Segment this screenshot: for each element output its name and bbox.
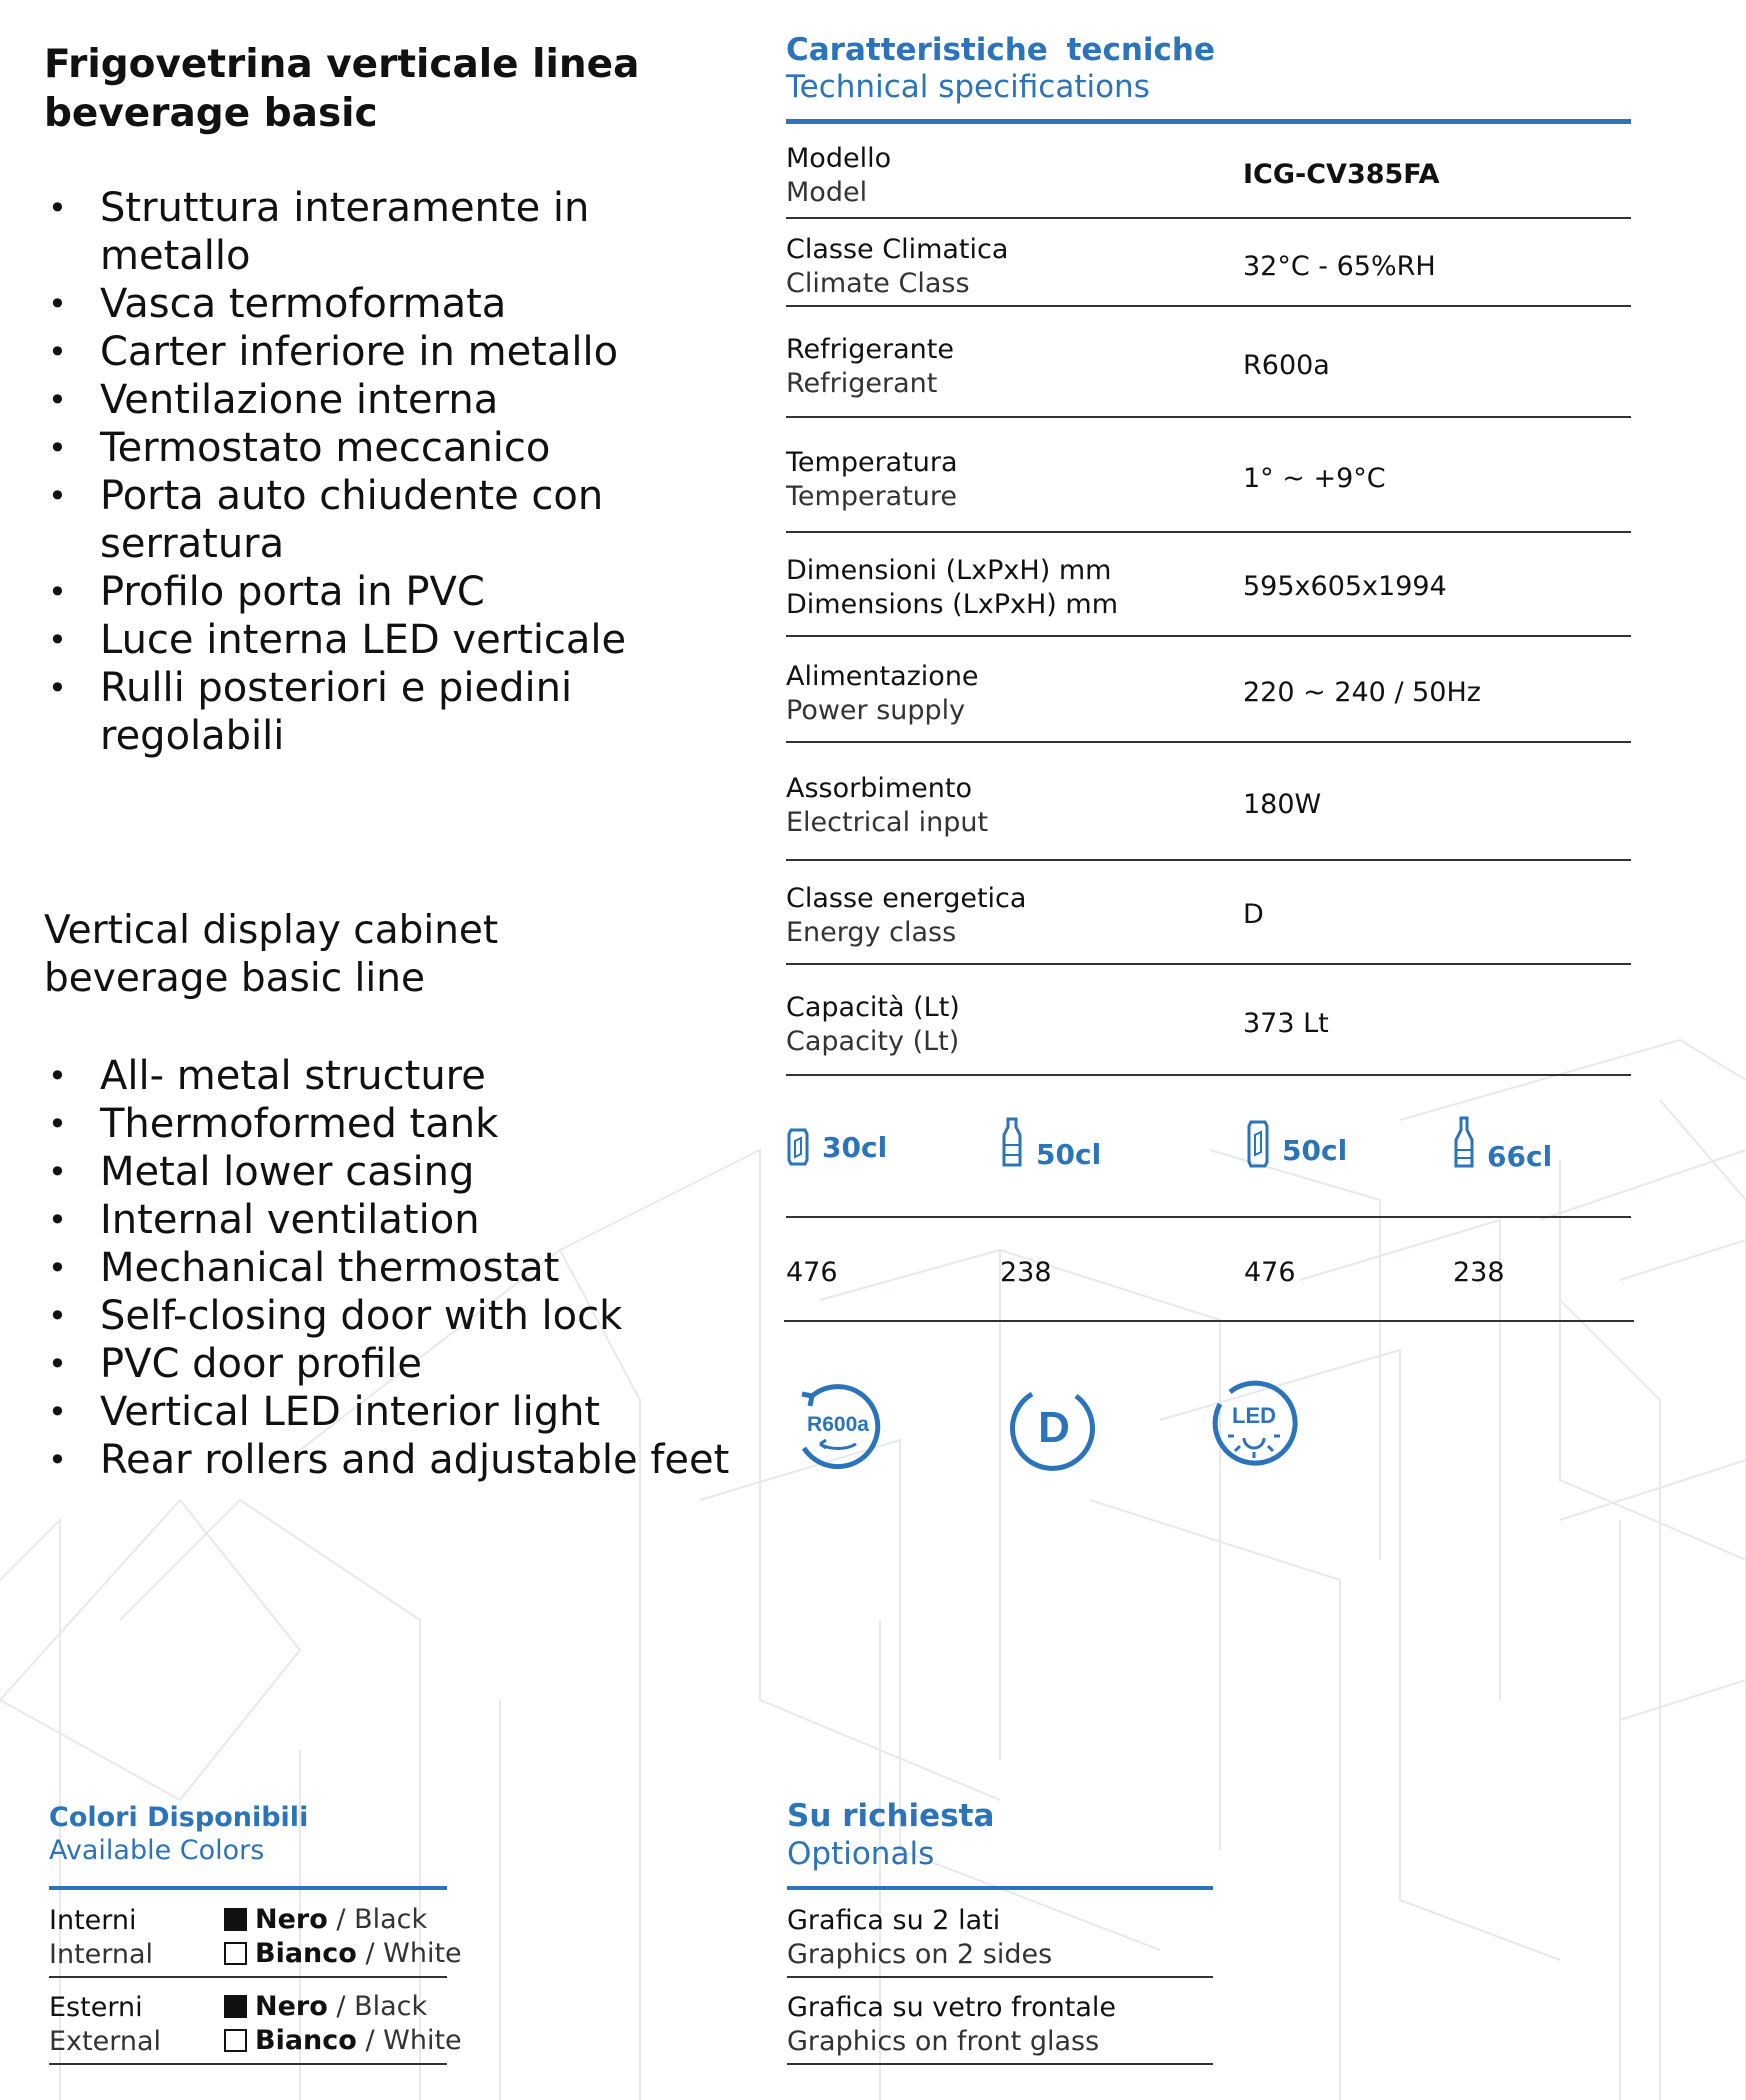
spec-label-it: Temperatura — [786, 447, 958, 478]
colors-heading-en: Available Colors — [49, 1835, 265, 1866]
capacity-count: 476 — [786, 1257, 838, 1288]
optionals-heading-en: Optionals — [787, 1836, 935, 1872]
color-option — [224, 2025, 462, 2056]
spec-value: R600a — [1243, 350, 1330, 381]
capacity-count: 238 — [1453, 1257, 1505, 1288]
spec-label-it: Assorbimento — [786, 773, 972, 804]
optional-label-it: Grafica su vetro frontale — [787, 1992, 1116, 2023]
row-divider — [784, 1320, 1634, 1322]
spec-value: 220 ~ 240 / 50Hz — [1243, 677, 1481, 708]
capacity-size: 30cl — [822, 1130, 888, 1164]
spec-label-en: Refrigerant — [786, 368, 938, 399]
color-name-en: White — [383, 2025, 462, 2056]
optionals-heading — [787, 1797, 994, 1873]
list-item: • Metal lower casing — [44, 1148, 740, 1196]
spec-label-it: Capacità (Lt) — [786, 992, 960, 1023]
spec-label-it: Alimentazione — [786, 661, 979, 692]
capacity-item — [786, 1128, 887, 1166]
list-item: • All- metal structure — [44, 1052, 740, 1100]
list-item: • Rulli posteriori e piedini regolabili — [44, 664, 700, 760]
spec-value: 32°C - 65%RH — [1243, 251, 1436, 282]
optional-label-en: Graphics on front glass — [787, 2026, 1100, 2057]
spec-label-it: Refrigerante — [786, 334, 954, 365]
separator: / — [336, 1991, 346, 2022]
list-item: • Profilo porta in PVC — [44, 568, 700, 616]
spec-row-capacity — [786, 991, 1631, 1067]
list-item: • Luce interna LED verticale — [44, 616, 700, 664]
color-name-en: Black — [354, 1904, 428, 1935]
r600a-badge-icon — [790, 1378, 886, 1474]
spec-value: 1° ~ +9°C — [1243, 463, 1386, 494]
capacity-size: 50cl — [1036, 1138, 1102, 1171]
colors-divider — [49, 1886, 447, 1890]
product-title-en: Vertical display cabinet beverage basic line — [44, 908, 499, 1001]
list-item: • Termostato meccanico — [44, 424, 700, 472]
spec-label-it: Classe energetica — [786, 883, 1027, 914]
black-swatch — [224, 1908, 247, 1931]
optional-label-en: Graphics on 2 sides — [787, 1939, 1053, 1970]
spec-row-power-supply — [786, 660, 1631, 736]
spec-value: ICG-CV385FA — [1243, 159, 1440, 190]
feature-list-it — [44, 184, 700, 760]
list-item: • Ventilazione interna — [44, 376, 700, 424]
spec-label-en: Capacity (Lt) — [786, 1026, 960, 1057]
optional-label-it: Grafica su 2 lati — [787, 1905, 1001, 1936]
spec-row-model — [786, 142, 1631, 218]
spec-label-en: Model — [786, 177, 868, 208]
spec-label-en: Electrical input — [786, 807, 989, 838]
white-swatch — [224, 1942, 247, 1965]
color-name-it: Nero — [255, 1991, 328, 2022]
capacity-count: 476 — [1244, 1257, 1296, 1288]
spec-value: 373 Lt — [1243, 1008, 1329, 1039]
spec-label-en: Climate Class — [786, 268, 970, 299]
colors-heading — [49, 1801, 308, 1867]
color-option — [224, 1904, 427, 1935]
specs-heading — [786, 32, 1215, 106]
row-divider — [786, 416, 1631, 418]
spec-label-en: Dimensions (LxPxH) mm — [786, 589, 1119, 620]
spec-row-refrigerant — [786, 333, 1631, 409]
list-item: • Rear rollers and adjustable feet — [44, 1436, 740, 1484]
energy-class-d-badge-icon — [1006, 1378, 1102, 1474]
row-divider — [786, 635, 1631, 637]
can-icon — [786, 1128, 810, 1166]
spec-row-energy-class — [786, 882, 1631, 958]
capacity-count: 238 — [1000, 1257, 1052, 1288]
spec-row-climate-class — [786, 233, 1631, 309]
specs-heading-it: Caratteristiche tecniche — [786, 32, 1215, 68]
capacity-item — [1000, 1114, 1101, 1171]
optionals-heading-it: Su richiesta — [787, 1798, 995, 1834]
color-option — [224, 1938, 462, 1969]
spec-label-en: Power supply — [786, 695, 966, 726]
color-group-label-en: External — [49, 2026, 162, 2057]
color-name-it: Nero — [255, 1904, 328, 1935]
list-item: • Porta auto chiudente con serratura — [44, 472, 700, 568]
row-divider — [787, 1976, 1213, 1978]
row-divider — [786, 217, 1631, 219]
bottle-icon — [1000, 1117, 1024, 1169]
row-divider — [786, 741, 1631, 743]
list-item: • Carter inferiore in metallo — [44, 328, 700, 376]
black-swatch — [224, 1995, 247, 2018]
row-divider — [49, 1976, 447, 1978]
spec-row-temperature — [786, 446, 1631, 522]
list-item: • Internal ventilation — [44, 1196, 740, 1244]
spec-label-en: Temperature — [786, 481, 958, 512]
row-divider — [49, 2063, 447, 2065]
bottle-icon — [1453, 1116, 1475, 1170]
row-divider — [786, 531, 1631, 533]
row-divider — [786, 305, 1631, 307]
list-item: • Self-closing door with lock — [44, 1292, 740, 1340]
color-group-external — [49, 1991, 462, 2061]
white-swatch — [224, 2029, 247, 2052]
color-group-internal — [49, 1904, 462, 1974]
list-item: • Thermoformed tank — [44, 1100, 740, 1148]
spec-row-dimensions — [786, 554, 1631, 630]
capacity-size: 50cl — [1282, 1133, 1348, 1167]
capacity-size: 66cl — [1487, 1140, 1553, 1173]
product-title-it: Frigovetrina verticale linea beverage basic — [44, 42, 640, 136]
list-item: • Vasca termoformata — [44, 280, 700, 328]
spec-label-it: Modello — [786, 143, 892, 174]
row-divider — [786, 963, 1631, 965]
optionals-divider — [787, 1886, 1213, 1890]
separator: / — [365, 2025, 375, 2056]
badge-text: R600a — [807, 1413, 869, 1436]
row-divider — [787, 2063, 1213, 2065]
list-item: • PVC door profile — [44, 1340, 740, 1388]
spec-label-it: Classe Climatica — [786, 234, 1009, 265]
specs-divider — [786, 119, 1631, 124]
color-group-label-it: Interni — [49, 1905, 137, 1936]
list-item: • Vertical LED interior light — [44, 1388, 740, 1436]
color-group-label-it: Esterni — [49, 1992, 143, 2023]
capacity-item — [1453, 1112, 1552, 1173]
spec-value: 180W — [1243, 789, 1322, 820]
color-option — [224, 1991, 427, 2022]
feature-list-en — [44, 1052, 740, 1484]
separator: / — [336, 1904, 346, 1935]
color-group-label-en: Internal — [49, 1939, 154, 1970]
optional-item — [787, 1991, 1116, 2059]
spec-label-it: Dimensioni (LxPxH) mm — [786, 555, 1112, 586]
spec-row-electrical-input — [786, 772, 1631, 848]
color-name-it: Bianco — [255, 1938, 357, 1969]
spec-value: 595x605x1994 — [1243, 571, 1447, 602]
optional-item — [787, 1904, 1052, 1972]
spec-label-en: Energy class — [786, 917, 957, 948]
specs-heading-en: Technical specifications — [786, 69, 1150, 105]
spec-value: D — [1243, 899, 1264, 930]
color-name-it: Bianco — [255, 2025, 357, 2056]
color-name-en: Black — [354, 1991, 428, 2022]
badge-text: D — [1038, 1403, 1070, 1452]
list-item: • Mechanical thermostat — [44, 1244, 740, 1292]
led-badge-icon — [1206, 1378, 1302, 1474]
row-divider — [786, 1216, 1631, 1218]
list-item: • Struttura interamente in metallo — [44, 184, 700, 280]
capacity-item — [1246, 1120, 1347, 1168]
color-name-en: White — [383, 1938, 462, 1969]
colors-heading-it: Colori Disponibili — [49, 1802, 309, 1833]
separator: / — [365, 1938, 375, 1969]
badge-text: LED — [1232, 1403, 1276, 1428]
row-divider — [786, 859, 1631, 861]
row-divider — [786, 1074, 1631, 1076]
can-icon — [1246, 1120, 1270, 1168]
